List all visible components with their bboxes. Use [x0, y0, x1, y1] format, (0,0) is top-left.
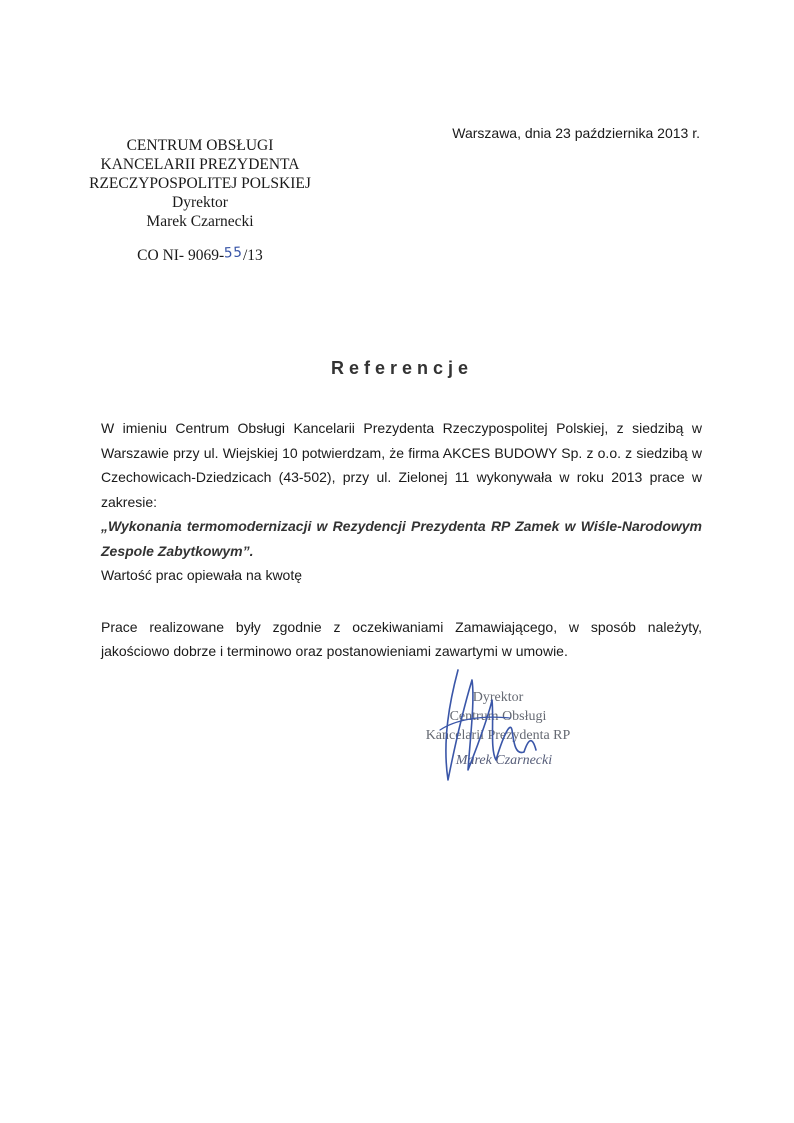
paragraph-spacer [101, 588, 702, 615]
sender-line-5: Marek Czarnecki [146, 213, 254, 230]
stamp-line-1: Dyrektor [472, 690, 524, 705]
value-line: Wartość prac opiewała na kwotę [101, 567, 303, 583]
stamp-name: Marek Czarnecki [455, 753, 553, 768]
place-and-date: Warszawa, dnia 23 października 2013 r. [452, 125, 700, 141]
sender-block [60, 136, 340, 231]
letter-body [101, 416, 702, 664]
reference-prefix: CO NI- 9069- [137, 247, 225, 264]
sender-line-3: RZECZYPOSPOLITEJ POLSKIEJ [89, 175, 311, 192]
sender-line-1: CENTRUM OBSŁUGI [126, 137, 274, 154]
reference-number [60, 244, 340, 265]
reference-suffix: /13 [243, 247, 263, 264]
handwritten-signature [420, 660, 560, 790]
reference-handwritten-number: 55 [223, 244, 244, 262]
document-title: Referencje [330, 358, 474, 378]
body-paragraph-1: W imieniu Centrum Obsługi Kancelarii Prezydenta Rzeczypospolitej Polskiej, z siedzibą w Warszawie przy ul. Wiejskiej 10 potwierdzam, że firma AKCES BUDOWY Sp. z o.o. z siedzibą w Czechowicach-Dziedzicach (43-502), przy ul. Zielonej 11 wykonywała w roku 2013 prace w zakresie: [101, 420, 702, 510]
body-paragraph-2: Prace realizowane były zgodnie z oczekiwaniami Zamawiającego, w sposób należyty, jakościowo dobrze i terminowo oraz postanowieniami zawartymi w umowie. [101, 618, 702, 659]
sender-line-2: KANCELARII PREZYDENTA [100, 156, 300, 173]
stamp-line-3: Kancelarii Prezydenta RP [425, 728, 571, 743]
stamp-line-2: Centrum Obsługi [449, 709, 547, 724]
scope-of-work: „Wykonania termomodernizacji w Rezydencji Prezydenta RP Zamek w Wiśle-Narodowym Zespole Zabytkowym”. [101, 518, 702, 559]
sender-line-4: Dyrektor [172, 194, 228, 211]
